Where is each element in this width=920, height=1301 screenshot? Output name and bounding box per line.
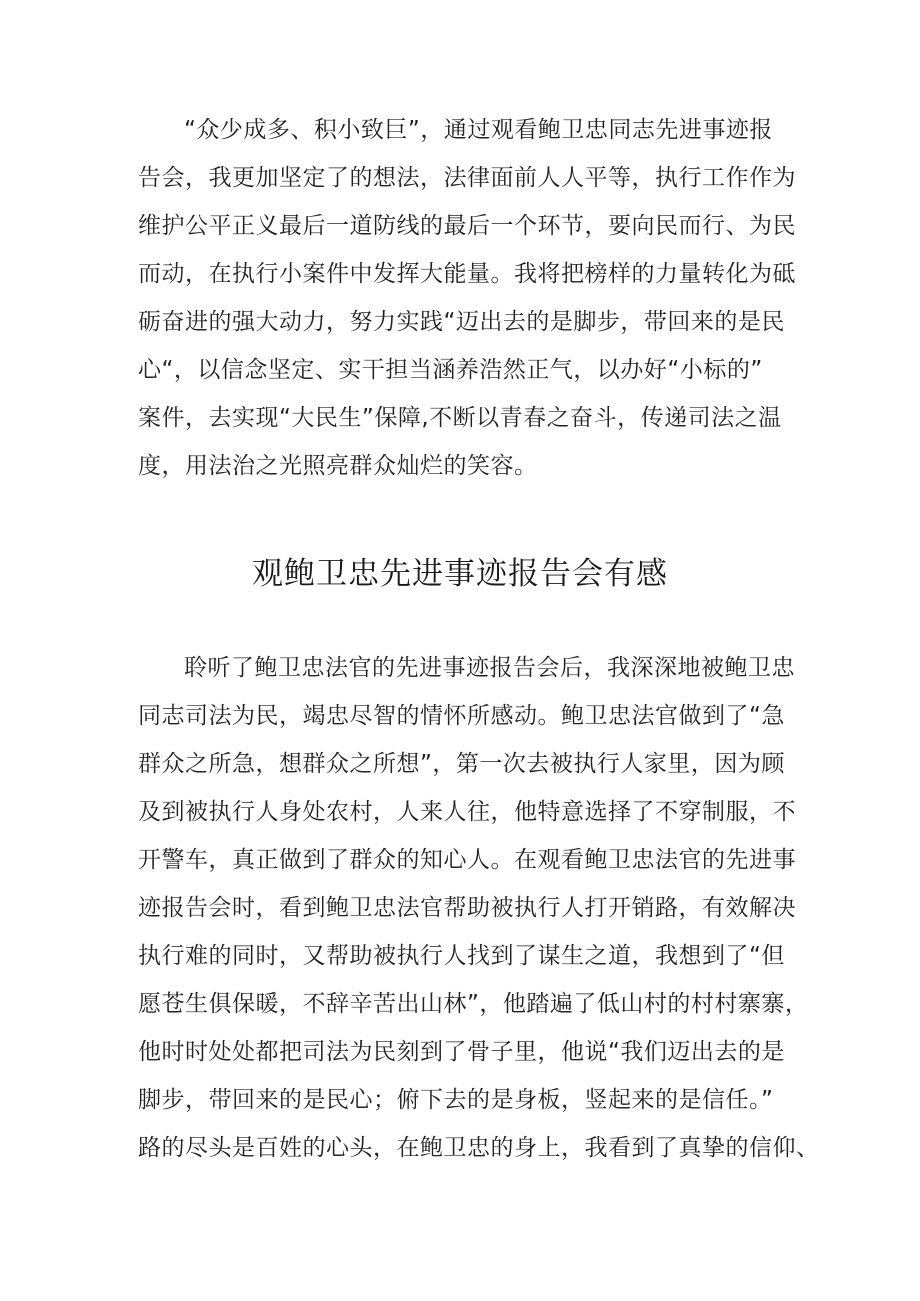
paragraph-line: 同志司法为民，竭忠尽智的情怀所感动。鲍卫忠法官做到了“急 [138, 703, 785, 729]
paragraph-line: 开警车，真正做到了群众的知心人。在观看鲍卫忠法官的先进事 [138, 847, 796, 873]
paragraph-line: 案件，去实现“大民生”保障,不断以青春之奋斗，传递司法之温 [138, 405, 782, 431]
paragraph-line: 脚步，带回来的是民心；俯下去的是身板，竖起来的是信任。” [138, 1087, 774, 1113]
paragraph-line: 路的尽头是百姓的心头，在鲍卫忠的身上，我看到了真挚的信仰、 [138, 1135, 820, 1161]
paragraph-line: 他时时处处都把司法为民刻到了骨子里，他说“我们迈出去的是 [138, 1039, 785, 1065]
paragraph-line: 迹报告会时，看到鲍卫忠法官帮助被执行人打开销路，有效解决 [138, 895, 796, 921]
paragraph-line: 群众之所急，想群众之所想”，第一次去被执行人家里，因为顾 [138, 751, 785, 777]
paragraph-line: 度，用法治之光照亮群众灿烂的笑容。 [138, 453, 538, 479]
paragraph-line: 而动，在执行小案件中发挥大能量。我将把榜样的力量转化为砥 [138, 261, 796, 287]
paragraph-line: 砺奋进的强大动力，努力实践“迈出去的是脚步，带回来的是民 [138, 309, 785, 335]
paragraph-line: 告会，我更加坚定了的想法，法律面前人人平等，执行工作作为 [138, 165, 796, 191]
paragraph-line: “众少成多、积小致巨”，通过观看鲍卫忠同志先进事迹报 [184, 117, 773, 143]
paragraph-line: 心“，以信念坚定、实干担当涵养浩然正气，以办好“小标的” [138, 357, 763, 383]
paragraph-line: 聆听了鲍卫忠法官的先进事迹报告会后，我深深地被鲍卫忠 [184, 655, 795, 681]
paragraph-line: 及到被执行人身处农村，人来人往，他特意选择了不穿制服，不 [138, 799, 796, 825]
section-title: 观鲍卫忠先进事迹报告会有感 [252, 556, 668, 592]
paragraph-line: 维护公平正义最后一道防线的最后一个环节，要向民而行、为民 [138, 213, 796, 239]
paragraph-line: 愿苍生俱保暖，不辞辛苦出山林”，他踏遍了低山村的村村寨寨， [138, 991, 809, 1017]
paragraph-line: 执行难的同时，又帮助被执行人找到了谋生之道，我想到了“但 [138, 943, 785, 969]
